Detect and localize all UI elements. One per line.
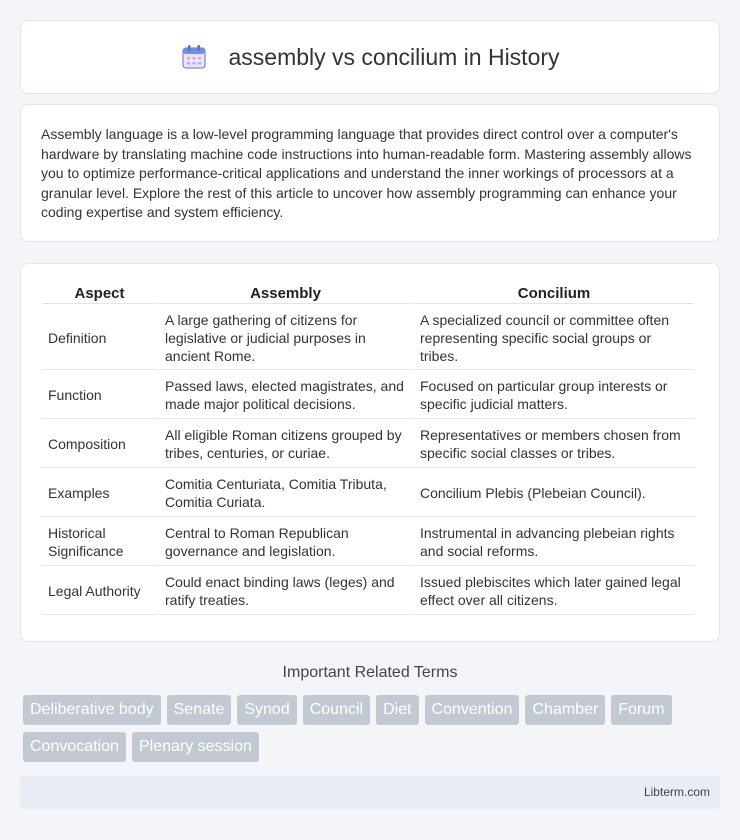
- table-header-row: [42, 284, 694, 304]
- cell-assembly: Passed laws, elected magistrates, and made major political decisions.: [159, 372, 412, 419]
- tag-council[interactable]: Council: [303, 695, 370, 725]
- cell-aspect: Composition: [42, 421, 157, 468]
- cell-aspect: Historical Significance: [42, 519, 157, 566]
- cell-aspect: Function: [42, 372, 157, 419]
- table-row: [42, 306, 694, 370]
- cell-assembly: Comitia Centuriata, Comitia Tributa, Comitia Curiata.: [159, 470, 412, 517]
- cell-concilium: A specialized council or committee often representing specific social groups or tribes.: [414, 306, 694, 370]
- page-title: assembly vs concilium in History: [228, 43, 560, 70]
- cell-concilium: Representatives or members chosen from specific social classes or tribes.: [414, 421, 694, 468]
- cell-concilium: Issued plebiscites which later gained legal effect over all citizens.: [414, 568, 694, 615]
- tag-deliberative-body[interactable]: Deliberative body: [23, 695, 161, 725]
- cell-assembly: A large gathering of citizens for legislative or judicial purposes in ancient Rome.: [159, 306, 412, 370]
- table-row: [42, 372, 694, 419]
- comparison-table: [40, 282, 696, 617]
- tag-diet[interactable]: Diet: [376, 695, 418, 725]
- cell-assembly: Central to Roman Republican governance and legislation.: [159, 519, 412, 566]
- tag-chamber[interactable]: Chamber: [525, 695, 605, 725]
- table-row: [42, 421, 694, 468]
- tag-synod[interactable]: Synod: [237, 695, 296, 725]
- tag-senate[interactable]: Senate: [167, 695, 232, 725]
- cell-aspect: Examples: [42, 470, 157, 517]
- table-row: [42, 470, 694, 517]
- table-row: [42, 568, 694, 615]
- header-concilium: Concilium: [414, 284, 694, 304]
- tag-convocation[interactable]: Convocation: [23, 732, 126, 762]
- intro-card: [20, 104, 720, 242]
- cell-concilium: Concilium Plebis (Plebeian Council).: [414, 470, 694, 517]
- cell-concilium: Focused on particular group interests or specific judicial matters.: [414, 372, 694, 419]
- cell-aspect: Legal Authority: [42, 568, 157, 615]
- tag-forum[interactable]: Forum: [611, 695, 671, 725]
- footer-site-link[interactable]: Libterm.com: [643, 785, 710, 799]
- comparison-table-card: [20, 263, 720, 642]
- title-card: [20, 20, 720, 94]
- related-terms-heading: Important Related Terms: [282, 664, 458, 681]
- cell-assembly: All eligible Roman citizens grouped by tribes, centuries, or curiae.: [159, 421, 412, 468]
- cell-assembly: Could enact binding laws (leges) and ratify treaties.: [159, 568, 412, 615]
- table-row: [42, 519, 694, 566]
- tag-convention[interactable]: Convention: [425, 695, 520, 725]
- header-aspect: Aspect: [42, 284, 157, 304]
- related-terms-list: [23, 695, 723, 762]
- tag-plenary-session[interactable]: Plenary session: [132, 732, 259, 762]
- calendar-icon: [180, 43, 208, 71]
- cell-concilium: Instrumental in advancing plebeian rights and social reforms.: [414, 519, 694, 566]
- header-assembly: Assembly: [159, 284, 412, 304]
- intro-paragraph: Assembly language is a low-level programming language that provides direct control over a computer's hardware by translating machine code instructions into human-readable form. Mastering assembly allows you to optimize performance-critical applications and understand the inner workings of processors at a granular level. Explore the rest of this article to uncover how assembly programming can enhance your coding expertise and system efficiency.: [41, 126, 692, 221]
- cell-aspect: Definition: [42, 306, 157, 370]
- footer: [20, 776, 720, 809]
